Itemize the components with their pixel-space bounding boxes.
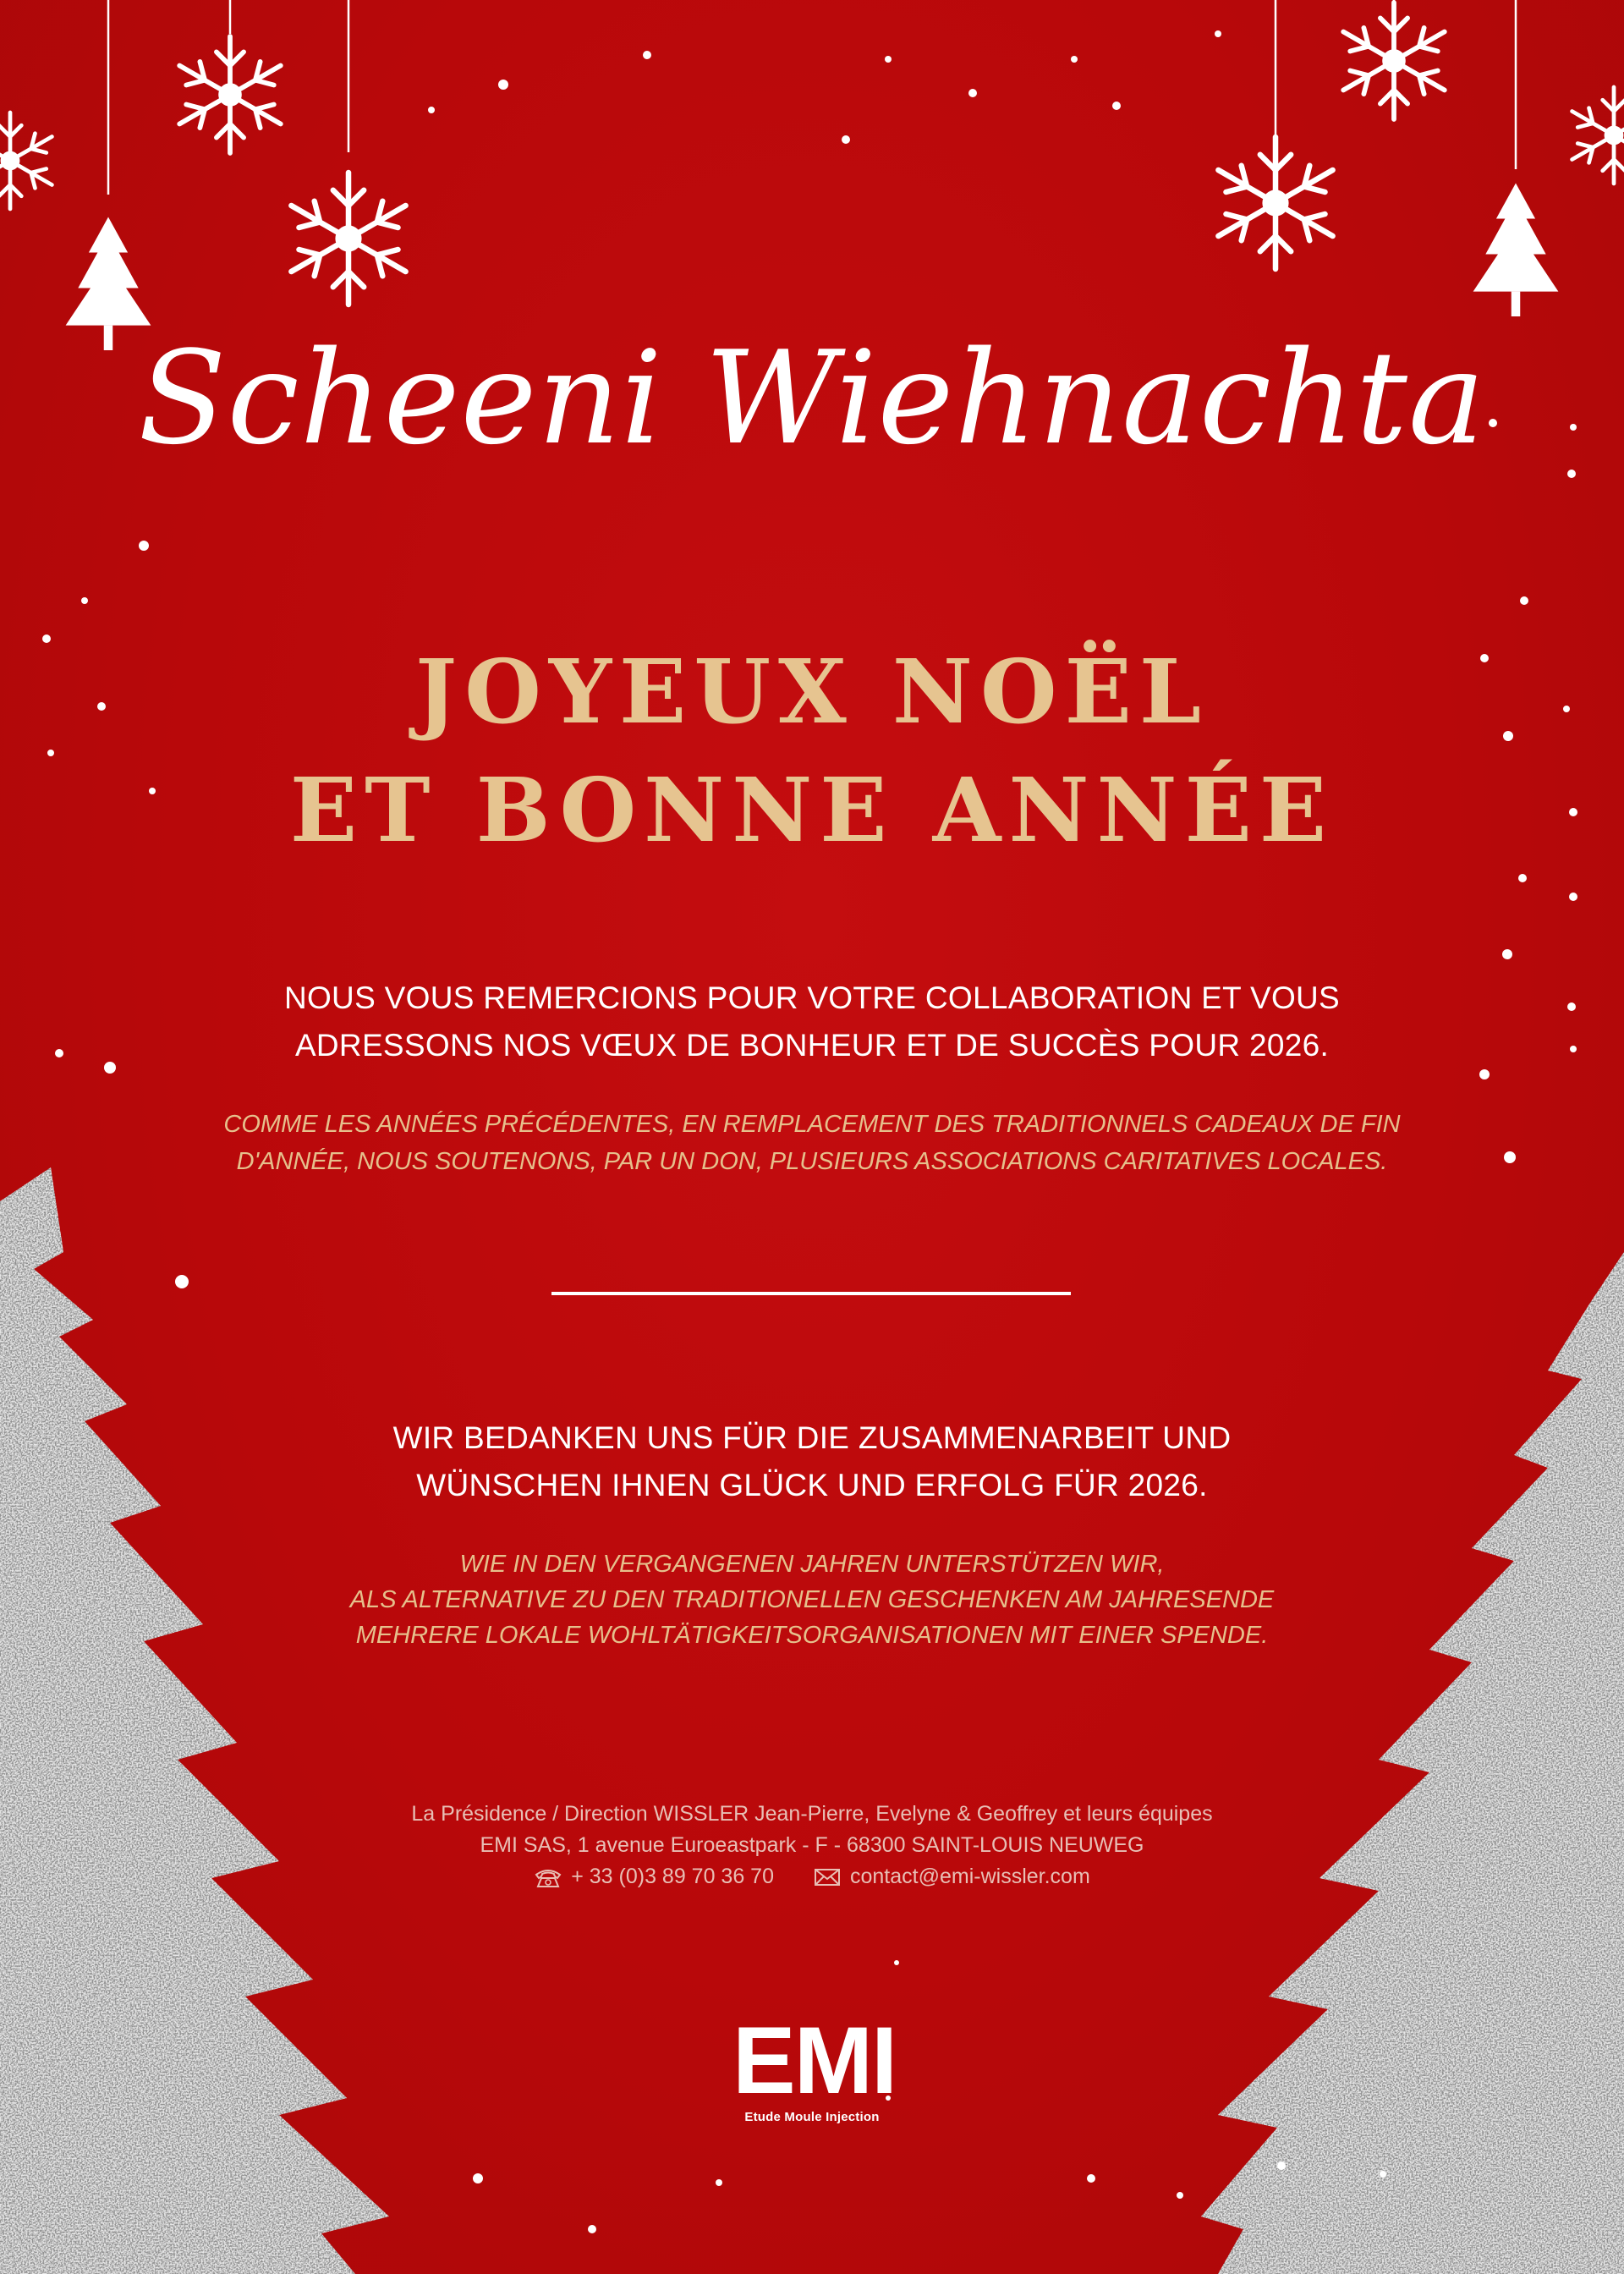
- german-thanks: [0, 1414, 1624, 1508]
- french-donation-line-2: D'ANNÉE, NOUS SOUTENONS, PAR UN DON, PLUSIEURS ASSOCIATIONS CARITATIVES LOCALES.: [236, 1147, 1388, 1175]
- snowflake-icon: [1343, 3, 1445, 119]
- hanging-tree-icon: [1473, 184, 1559, 317]
- german-donation-line-3: MEHRERE LOKALE WOHLTÄTIGKEITSORGANISATIONEN MIT EINER SPENDE.: [355, 1622, 1269, 1650]
- french-thanks-line-1: NOUS VOUS REMERCIONS POUR VOTRE COLLABORATION ET VOUS: [283, 980, 1341, 1015]
- snowflake-icon: [0, 113, 52, 209]
- snowflake-icon: [179, 36, 281, 153]
- french-donation-note: [0, 1107, 1624, 1180]
- snowflake-icon: [291, 173, 405, 305]
- snowflake-icon: [1572, 87, 1624, 184]
- german-donation-line-1: WIE IN DEN VERGANGENEN JAHREN UNTERSTÜTZEN WIR,: [459, 1551, 1165, 1578]
- german-thanks-line-2: WÜNSCHEN IHNEN GLÜCK UND ERFOLG FÜR 2026.: [416, 1467, 1208, 1502]
- greeting-heading-line-1: JOYEUX NOËL: [415, 640, 1209, 744]
- footer-address: EMI SAS, 1 avenue Euroeastpark - F - 68300 SAINT-LOUIS NEUWEG: [480, 1833, 1144, 1857]
- emi-logo-letters: EMI: [732, 2008, 897, 2113]
- emi-logo-tagline: Etude Moule Injection: [744, 2110, 880, 2124]
- footer-contact: [0, 1861, 1624, 1898]
- footer-phone[interactable]: + 33 (0)3 89 70 36 70: [571, 1865, 774, 1888]
- french-donation-line-1: COMME LES ANNÉES PRÉCÉDENTES, EN REMPLACEMENT DES TRADITIONNELS CADEAUX DE FIN: [223, 1111, 1401, 1138]
- script-greeting-title: Scheeni Wiehnachta: [138, 323, 1486, 473]
- french-thanks-line-2: ADRESSONS NOS VŒUX DE BONHEUR ET DE SUCCÈS POUR 2026.: [294, 1027, 1330, 1063]
- section-divider: [551, 1292, 1071, 1295]
- german-thanks-line-1: WIR BEDANKEN UNS FÜR DIE ZUSAMMENARBEIT UND: [392, 1420, 1232, 1455]
- german-donation-note: [0, 1546, 1624, 1653]
- emi-logo: [732, 2008, 897, 2124]
- greeting-heading: [0, 633, 1624, 871]
- german-donation-line-2: ALS ALTERNATIVE ZU DEN TRADITIONELLEN GESCHENKEN AM JAHRESENDE: [349, 1586, 1275, 1614]
- footer-signature: La Présidence / Direction WISSLER Jean-Pierre, Evelyne & Geoffrey et leurs équipes: [411, 1802, 1213, 1826]
- greeting-heading-line-2: ET BONNE ANNÉE: [289, 758, 1335, 863]
- french-thanks: [0, 975, 1624, 1068]
- snowflake-icon: [1218, 137, 1332, 269]
- phone-icon: [534, 1866, 562, 1888]
- envelope-icon: [813, 1866, 842, 1888]
- footer-email[interactable]: contact@emi-wissler.com: [850, 1865, 1090, 1888]
